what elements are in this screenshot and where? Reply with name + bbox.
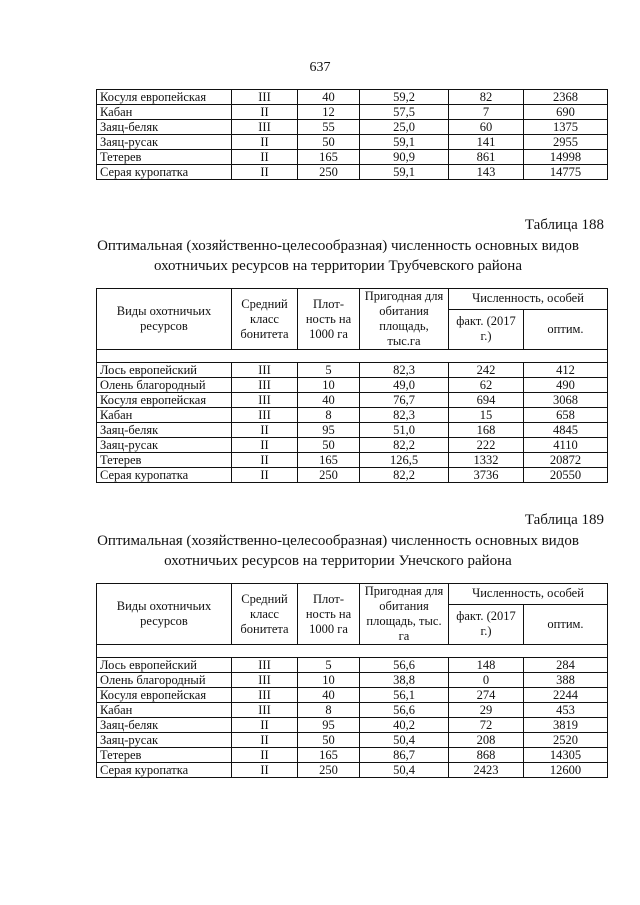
table-cell: Олень благородный	[97, 673, 232, 688]
table-cell: II	[232, 105, 298, 120]
table-cell: 72	[449, 718, 524, 733]
header-count: Численность, особей	[449, 584, 608, 605]
table-cell: 56,6	[360, 703, 449, 718]
table-cell: 222	[449, 438, 524, 453]
table-cell: 50,4	[360, 763, 449, 778]
table-cell: Лось европейский	[97, 363, 232, 378]
table-cell: Лось европейский	[97, 658, 232, 673]
table-cell: 8	[298, 408, 360, 423]
table-cell: 694	[449, 393, 524, 408]
table-cell: Тетерев	[97, 748, 232, 763]
table-cell: III	[232, 120, 298, 135]
table-cell: 59,1	[360, 135, 449, 150]
table-188	[96, 288, 608, 483]
table-cell: 95	[298, 718, 360, 733]
table-cell: 868	[449, 748, 524, 763]
table-189-number: Таблица 189	[524, 512, 604, 528]
table-cell: 51,0	[360, 423, 449, 438]
header-bonitet: Средний класс бонитета	[232, 289, 298, 350]
table-cell: 38,8	[360, 673, 449, 688]
table-cell: 4110	[524, 438, 608, 453]
table-cell: Тетерев	[97, 453, 232, 468]
table-cell: II	[232, 468, 298, 483]
table-cell: 55	[298, 120, 360, 135]
table-cell: 62	[449, 378, 524, 393]
table-cell: 165	[298, 748, 360, 763]
table-cell: Заяц-беляк	[97, 120, 232, 135]
table-cell: 82	[449, 90, 524, 105]
table-cell: 250	[298, 468, 360, 483]
spacer-row	[97, 645, 608, 658]
table-cell: 2955	[524, 135, 608, 150]
header-density: Плот-ность на 1000 га	[298, 289, 360, 350]
table-cell: 76,7	[360, 393, 449, 408]
table-cell: 5	[298, 363, 360, 378]
table-cell: 12600	[524, 763, 608, 778]
table-cell: 50	[298, 438, 360, 453]
table-cell: 274	[449, 688, 524, 703]
table-cell: III	[232, 363, 298, 378]
table-cell: 10	[298, 378, 360, 393]
table-row	[97, 438, 608, 453]
table-cell: II	[232, 718, 298, 733]
table-cell: 148	[449, 658, 524, 673]
table-cell: III	[232, 703, 298, 718]
table-cell: II	[232, 150, 298, 165]
table-cell: Серая куропатка	[97, 763, 232, 778]
table-cell: II	[232, 438, 298, 453]
table-cell: 82,3	[360, 408, 449, 423]
table-cell: 57,5	[360, 105, 449, 120]
table-row	[97, 673, 608, 688]
page-number: 637	[309, 60, 331, 75]
table-cell: Кабан	[97, 408, 232, 423]
table-cell: Серая куропатка	[97, 165, 232, 180]
table-cell: III	[232, 673, 298, 688]
table-cell: II	[232, 733, 298, 748]
table-cell: 56,6	[360, 658, 449, 673]
table-cell: Косуля европейская	[97, 393, 232, 408]
table-row	[97, 378, 608, 393]
table-cell: III	[232, 90, 298, 105]
table-cell: 0	[449, 673, 524, 688]
table-row	[97, 468, 608, 483]
table-row	[97, 120, 608, 135]
table-cell: III	[232, 658, 298, 673]
table-cell: 49,0	[360, 378, 449, 393]
table-cell: 453	[524, 703, 608, 718]
table-cell: 7	[449, 105, 524, 120]
table-188-number: Таблица 188	[524, 217, 604, 233]
table-cell: 3068	[524, 393, 608, 408]
table-cell: II	[232, 453, 298, 468]
table-cell: 82,2	[360, 468, 449, 483]
table-row	[97, 688, 608, 703]
table-row	[97, 135, 608, 150]
table-cell: 1332	[449, 453, 524, 468]
table-cell: 50,4	[360, 733, 449, 748]
table-cell: 2244	[524, 688, 608, 703]
table-cell: 14998	[524, 150, 608, 165]
table-cell: Заяц-русак	[97, 438, 232, 453]
table-cell: 412	[524, 363, 608, 378]
table-cell: 250	[298, 763, 360, 778]
table-cell: II	[232, 748, 298, 763]
table-cell: 50	[298, 135, 360, 150]
table-cell: 86,7	[360, 748, 449, 763]
table-cell: Заяц-русак	[97, 135, 232, 150]
table-cell: Олень благородный	[97, 378, 232, 393]
table-row	[97, 105, 608, 120]
table-cell: Кабан	[97, 105, 232, 120]
table-row	[97, 453, 608, 468]
table-cell: 8	[298, 703, 360, 718]
table-cell: 143	[449, 165, 524, 180]
header-bonitet: Средний класс бонитета	[232, 584, 298, 645]
header-density: Плот-ность на 1000 га	[298, 584, 360, 645]
table-cell: 90,9	[360, 150, 449, 165]
table-cell: 3819	[524, 718, 608, 733]
table-cell: 165	[298, 453, 360, 468]
table-cell: 15	[449, 408, 524, 423]
header-fact: факт. (2017 г.)	[449, 604, 524, 644]
table-cell: Заяц-русак	[97, 733, 232, 748]
table-cell: II	[232, 165, 298, 180]
table-cell: 658	[524, 408, 608, 423]
table-cell: 40	[298, 393, 360, 408]
table-row	[97, 748, 608, 763]
table-cell: 490	[524, 378, 608, 393]
table-row	[97, 718, 608, 733]
table-row	[97, 408, 608, 423]
table-cell: 82,3	[360, 363, 449, 378]
table-cell: 40,2	[360, 718, 449, 733]
table-cell: 50	[298, 733, 360, 748]
table-cell: Серая куропатка	[97, 468, 232, 483]
table-cell: 284	[524, 658, 608, 673]
table-cell: 82,2	[360, 438, 449, 453]
table-cell: 95	[298, 423, 360, 438]
table-cell: 250	[298, 165, 360, 180]
table-cell: 2368	[524, 90, 608, 105]
table-cell: 14305	[524, 748, 608, 763]
table-cell: Тетерев	[97, 150, 232, 165]
table-cell: 168	[449, 423, 524, 438]
table-cell: 20550	[524, 468, 608, 483]
header-species: Виды охотничьих ресурсов	[97, 584, 232, 645]
header-optim: оптим.	[524, 309, 608, 349]
table-continuation	[96, 89, 608, 180]
table-cell: III	[232, 688, 298, 703]
table-cell: 2520	[524, 733, 608, 748]
table-row	[97, 165, 608, 180]
header-area: Пригодная для обитания площадь, тыс.га	[360, 289, 449, 350]
table-row	[97, 423, 608, 438]
table-cell: 10	[298, 673, 360, 688]
table-189-title: Оптимальная (хозяйственно-целесообразная) численность основных видов охотничьих ресурсов на территории Унечского района	[97, 533, 579, 569]
table-row	[97, 90, 608, 105]
table-cell: 5	[298, 658, 360, 673]
table-cell: 60	[449, 120, 524, 135]
table-row	[97, 150, 608, 165]
table-cell: II	[232, 763, 298, 778]
table-row	[97, 763, 608, 778]
table-cell: 40	[298, 90, 360, 105]
table-cell: 165	[298, 150, 360, 165]
table-cell: 59,2	[360, 90, 449, 105]
table-cell: 4845	[524, 423, 608, 438]
table-cell: 208	[449, 733, 524, 748]
header-fact: факт. (2017 г.)	[449, 309, 524, 349]
table-cell: 1375	[524, 120, 608, 135]
spacer-row	[97, 350, 608, 363]
table-cell: 861	[449, 150, 524, 165]
table-cell: 29	[449, 703, 524, 718]
table-row	[97, 363, 608, 378]
table-cell: 2423	[449, 763, 524, 778]
table-cell: Косуля европейская	[97, 688, 232, 703]
table-cell: Кабан	[97, 703, 232, 718]
table-189	[96, 583, 608, 778]
header-area: Пригодная для обитания площадь, тыс. га	[360, 584, 449, 645]
table-cell: 126,5	[360, 453, 449, 468]
table-cell: Косуля европейская	[97, 90, 232, 105]
table-cell: III	[232, 408, 298, 423]
table-cell: 3736	[449, 468, 524, 483]
table-cell: III	[232, 393, 298, 408]
table-cell: III	[232, 378, 298, 393]
header-species: Виды охотничьих ресурсов	[97, 289, 232, 350]
table-cell: Заяц-беляк	[97, 423, 232, 438]
table-cell: 141	[449, 135, 524, 150]
table-cell: II	[232, 135, 298, 150]
table-cell: 25,0	[360, 120, 449, 135]
table-row	[97, 703, 608, 718]
table-cell: 12	[298, 105, 360, 120]
table-cell: 20872	[524, 453, 608, 468]
table-cell: 40	[298, 688, 360, 703]
table-cell: 56,1	[360, 688, 449, 703]
header-optim: оптим.	[524, 604, 608, 644]
table-188-title: Оптимальная (хозяйственно-целесообразная) численность основных видов охотничьих ресурсов на территории Трубчевского района	[97, 238, 579, 274]
table-cell: 388	[524, 673, 608, 688]
table-row	[97, 658, 608, 673]
table-cell: 242	[449, 363, 524, 378]
table-cell: II	[232, 423, 298, 438]
table-cell: 690	[524, 105, 608, 120]
table-row	[97, 393, 608, 408]
table-row	[97, 733, 608, 748]
table-cell: Заяц-беляк	[97, 718, 232, 733]
table-cell: 59,1	[360, 165, 449, 180]
header-count: Численность, особей	[449, 289, 608, 310]
table-cell: 14775	[524, 165, 608, 180]
